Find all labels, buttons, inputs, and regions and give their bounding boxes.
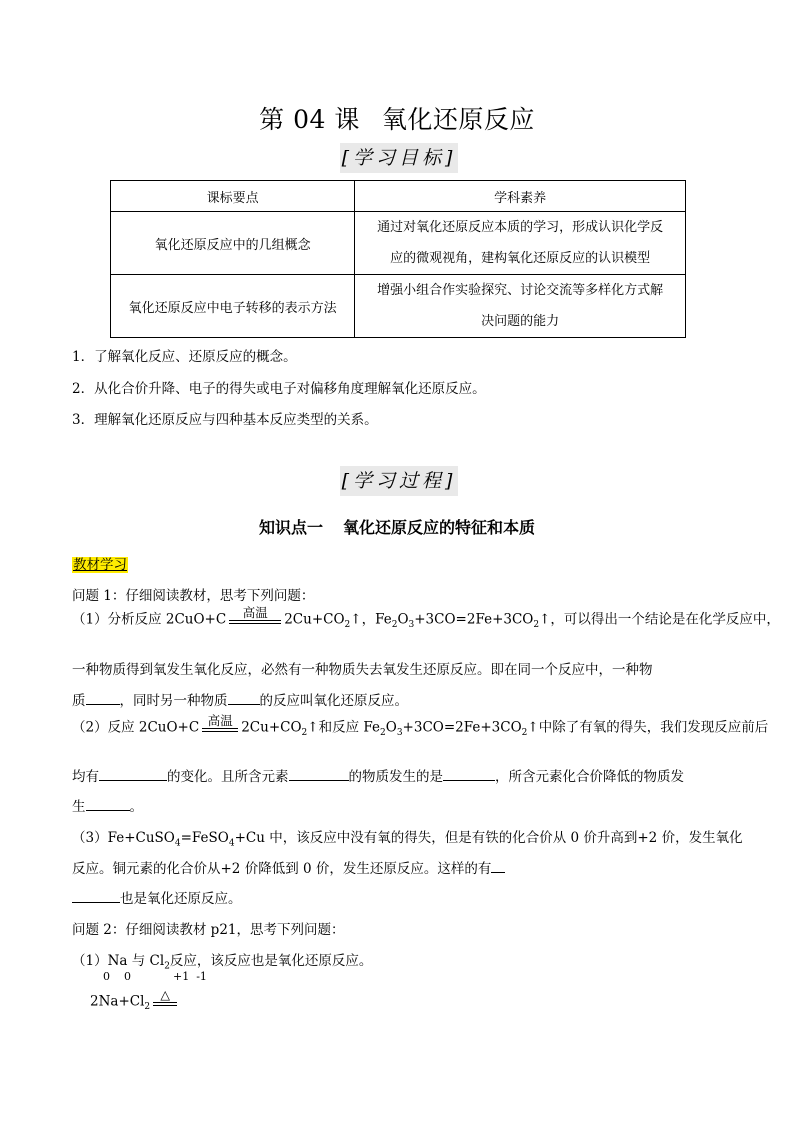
q1-part1-line1: （1）分析反应 2CuO+C 高温 $2Cu+CO_2↑$，$Fe_2O_3+3CO=2Fe+3CO_2↑$，可以得出一个结论是在化学反应中， (72, 605, 780, 630)
table-cell (355, 275, 686, 338)
table-row (111, 212, 686, 275)
q1-part2-line2: 均有 的变化。且所含元素 的物质发生的是 ，所含元素化合价降低的物质发 (72, 769, 684, 785)
answer-blank[interactable] (99, 768, 167, 781)
q1-part1-line2: 一种物质得到氧发生氧化反应，必然有一种物质失去氧发生还原反应。即在同一个反应中，一种物 (72, 662, 653, 678)
q1-part1-line3: 质 ，同时另一种物质 的反应叫氧化还原反应。 (72, 693, 408, 709)
table-header: 课标要点 (111, 181, 355, 212)
lesson-topic: 氧化还原反应 (381, 105, 535, 134)
textbook-tag (72, 553, 128, 573)
heat-condition: △ (153, 988, 177, 1012)
table-header: 学科素养 (355, 181, 686, 212)
objective-item: 1．了解氧化反应、还原反应的概念。 (72, 349, 297, 365)
learning-process-banner: [学习过程] (340, 466, 458, 496)
question-2-intro: 问题 2：仔细阅读教材 p21，思考下列问题： (72, 922, 345, 938)
reaction-condition: 高温 (202, 714, 238, 738)
answer-blank[interactable] (443, 768, 495, 781)
answer-blank[interactable] (86, 692, 120, 705)
q2-part1-line1: （1）Na 与 $Cl_2$反应，该反应也是氧化还原反应。 (72, 953, 373, 972)
page-title (0, 100, 794, 136)
table-cell: 氧化还原反应中的几组概念 (111, 212, 355, 275)
reaction-condition: 高温 (229, 606, 281, 630)
objective-item: 3．理解氧化还原反应与四种基本反应类型的关系。 (72, 412, 378, 428)
answer-blank[interactable] (72, 890, 120, 903)
section-heading (0, 515, 794, 538)
q2-equation: $2Na+Cl_2$ △ (90, 988, 180, 1012)
q1-part2-line3: 生 。 (72, 799, 143, 815)
q1-part3-line1: （3）Fe+CuSO$_4$=FeSO$_4$+Cu 中，该反应中没有氧的得失，但是有铁的化合价从 0 价升高到+2 价，发生氧化 (72, 830, 743, 849)
table-row (111, 275, 686, 338)
table-cell (355, 212, 686, 275)
answer-blank[interactable] (228, 692, 260, 705)
q1-part3-line3: 也是氧化还原反应。 (72, 887, 242, 907)
cell-line: 应的微观视角，建构氧化还原反应的认识模型 (390, 251, 651, 266)
table-cell: 氧化还原反应中电子转移的表示方法 (111, 275, 355, 338)
tag-label: 教材学习 (73, 557, 127, 573)
section-name: 氧化还原反应的特征和本质 (343, 518, 536, 537)
question-1-intro: 问题 1：仔细阅读教材，思考下列问题： (72, 588, 315, 604)
goals-table (110, 180, 686, 338)
objective-item: 2．从化合价升降、电子的得失或电子对偏移角度理解氧化还原反应。 (72, 381, 486, 397)
learning-goals-banner: [学习目标] (340, 143, 458, 173)
answer-blank[interactable] (491, 860, 505, 873)
cell-line: 增强小组合作实验探究、讨论交流等多样化方式解 (377, 283, 664, 298)
cell-line: 通过对氧化还原反应本质的学习，形成认识化学反 (377, 220, 664, 235)
answer-blank[interactable] (86, 798, 130, 811)
q1-part3-line2: 反应。铜元素的化合价从+2 价降低到 0 价，发生还原反应。这样的有 (72, 857, 505, 877)
cell-line: 决问题的能力 (481, 314, 560, 329)
q1-part2-line1: （2）反应 2CuO+C 高温 $2Cu+CO_2↑$和反应 $Fe_2O_3+3CO=2Fe+3CO_2↑$中除了有氧的得失，我们发现反应前后 (72, 713, 769, 738)
section-label: 知识点一 (258, 518, 323, 537)
valence-left: 0 0 (103, 970, 131, 983)
valence-right: +1 -1 (173, 970, 207, 983)
lesson-number: 第 04 课 (259, 105, 360, 134)
answer-blank[interactable] (289, 768, 349, 781)
